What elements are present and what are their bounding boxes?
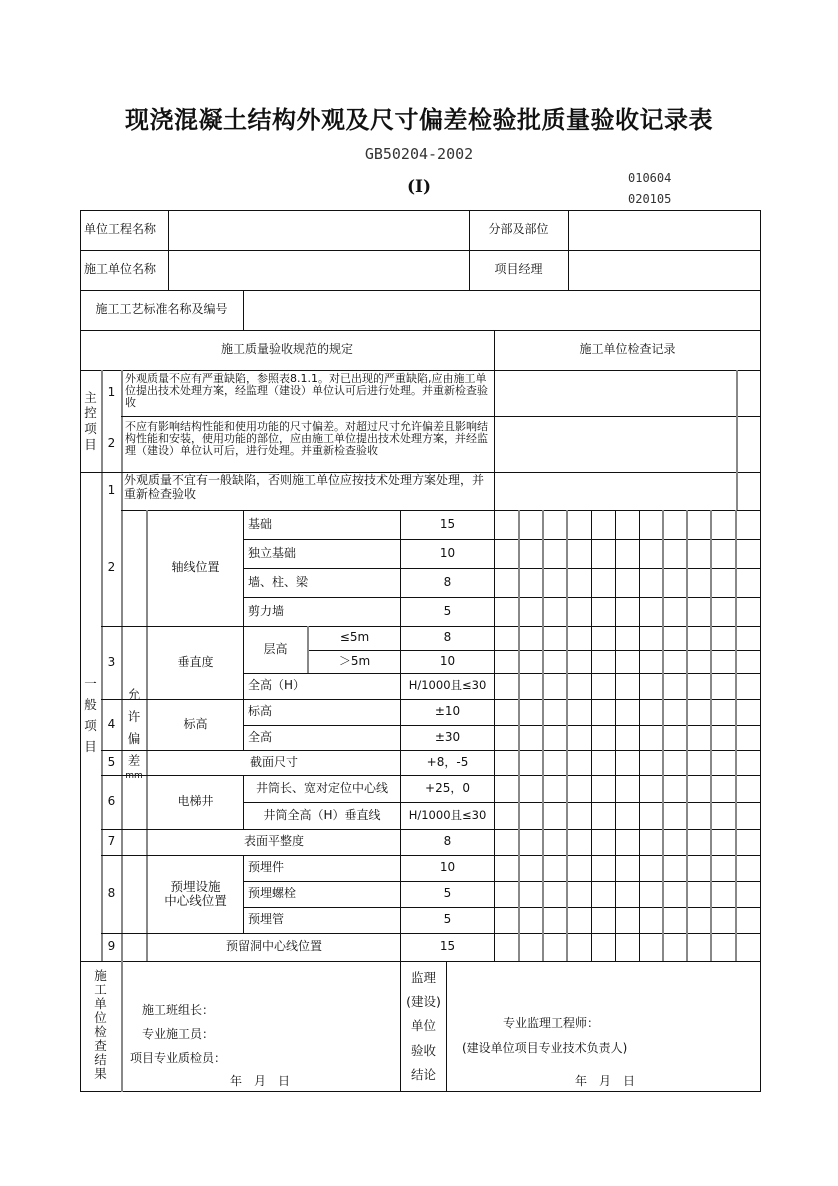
main-item-2-no: 2 — [107, 436, 116, 451]
shaft-total-height: 井筒全高（H）垂直线 — [263, 807, 381, 822]
quality-inspector-label: 项目专业质检员： — [130, 1051, 227, 1066]
shaft-total-height-value: H/1000且≤30 — [408, 807, 487, 822]
division-field[interactable] — [569, 210, 760, 250]
project-manager-field[interactable] — [569, 250, 760, 290]
general-item-1-no: 1 — [107, 483, 116, 498]
axis-wall-column-beam: 墙、柱、梁 — [248, 574, 309, 589]
row-9-no: 9 — [107, 939, 116, 954]
embedded-bolt-value: 5 — [443, 886, 452, 901]
embedded-pipe: 预埋管 — [248, 912, 285, 927]
axis-shear-wall-value: 5 — [443, 603, 452, 618]
verticality-label: 垂直度 — [177, 654, 214, 669]
elevation-label: 标高 — [183, 716, 208, 731]
axis-position-label: 轴线位置 — [171, 560, 220, 575]
supervision-date: 年 月 日 — [574, 1074, 635, 1089]
full-height-value: ±30 — [434, 729, 461, 744]
total-height-label: 全高（H） — [248, 678, 306, 693]
row-5-no: 5 — [107, 754, 116, 769]
contractor-date: 年 月 日 — [229, 1074, 290, 1089]
floor-height-gt5m: ＞5m — [338, 653, 371, 668]
axis-shear-wall: 剪力墙 — [248, 603, 285, 618]
embedded-part: 预埋件 — [248, 860, 285, 875]
shaft-length-width-value: +25，0 — [425, 780, 470, 795]
row-3-no: 3 — [107, 654, 116, 669]
row-6-no: 6 — [107, 794, 116, 809]
embedded-part-value: 10 — [439, 860, 456, 875]
axis-foundation: 基础 — [248, 516, 273, 531]
spec-header: 施工质量验收规范的规定 — [220, 342, 353, 357]
main-item-1-no: 1 — [107, 385, 116, 400]
embedded-centerline-label: 预埋设施 中心线位置 — [164, 879, 227, 908]
general-label: 一 般 项 目 — [84, 675, 97, 755]
main-control-label: 主 控 项 目 — [84, 389, 97, 452]
process-standard-field[interactable] — [244, 290, 760, 330]
general-item-1-text: 外观质量不宜有一般缺陷，否则施工单位应按技术处理方案处理，并重新检查验收 — [124, 473, 485, 501]
project-manager-label: 项目经理 — [494, 262, 543, 277]
floor-height-gt5m-value: 10 — [439, 653, 456, 668]
axis-isolated-foundation: 独立基础 — [248, 545, 297, 560]
surface-flatness-value: 8 — [443, 834, 452, 849]
section-size-label: 截面尺寸 — [249, 754, 298, 769]
elevation-item: 标高 — [248, 704, 273, 719]
division-label: 分部及部位 — [488, 222, 549, 237]
supervisor-engineer-label: 专业监理工程师： — [503, 1016, 600, 1031]
standard-code: GB50204-2002 — [364, 145, 474, 163]
owner-representative-label: (建设单位项目专业技术负责人) — [462, 1041, 628, 1056]
elevation-value: ±10 — [434, 704, 461, 719]
floor-height-label: 层高 — [263, 641, 288, 656]
elevator-shaft-label: 电梯井 — [177, 794, 214, 809]
row-7-no: 7 — [107, 834, 116, 849]
axis-foundation-value: 15 — [439, 516, 456, 531]
reserved-hole-label: 预留洞中心线位置 — [225, 939, 322, 954]
main-item-1-text: 外观质量不应有严重缺陷，参照表8.1.1。对已出现的严重缺陷,应由施工单位提出技术处理方案，经监理（建设）单位认可后进行处理。并重新检查验收 — [125, 372, 488, 410]
full-height-item: 全高 — [248, 729, 273, 744]
row-4-no: 4 — [107, 716, 116, 731]
form-code-1: 010604 — [628, 171, 672, 185]
shaft-length-width: 井筒长、宽对定位中心线 — [255, 780, 388, 795]
axis-isolated-foundation-value: 10 — [439, 545, 456, 560]
axis-wall-column-beam-value: 8 — [443, 574, 452, 589]
floor-height-le5m: ≤5m — [339, 630, 370, 645]
allowable-deviation-label: 允 许 偏 差 mm — [125, 687, 143, 781]
form-code-2: 020105 — [628, 192, 672, 206]
page-title: 现浇混凝土结构外观及尺寸偏差检验批质量验收记录表 — [125, 105, 713, 134]
record-header: 施工单位检查记录 — [579, 342, 676, 357]
supervision-label: 监理 (建设) 单位 验收 结论 — [406, 969, 441, 1083]
row-8-no: 8 — [107, 886, 116, 901]
team-leader-label: 施工班组长： — [142, 1003, 215, 1018]
construction-officer-label: 专业施工员： — [142, 1027, 215, 1042]
contractor-result-label: 施 工 单 位 检 查 结 果 — [94, 968, 107, 1081]
part-label: (I) — [406, 177, 432, 197]
process-standard-label: 施工工艺标准名称及编号 — [95, 302, 228, 317]
reserved-hole-value: 15 — [439, 939, 456, 954]
unit-project-field[interactable] — [169, 210, 469, 250]
section-size-value: +8，-5 — [426, 754, 469, 769]
total-height-value: H/1000且≤30 — [408, 678, 487, 693]
contractor-field[interactable] — [169, 250, 469, 290]
main-item-2-text: 不应有影响结构性能和使用功能的尺寸偏差。对超过尺寸允许偏差且影响结构性能和安装，使用功能的部位，应由施工单位提出技术处理方案，并经监理（建设）单位认可后，进行处理。并重新检查验收 — [125, 420, 488, 458]
contractor-label: 施工单位名称 — [84, 262, 157, 277]
floor-height-le5m-value: 8 — [443, 630, 452, 645]
unit-project-label: 单位工程名称 — [84, 222, 157, 237]
row-2-no: 2 — [107, 560, 116, 575]
surface-flatness-label: 表面平整度 — [243, 834, 304, 849]
embedded-pipe-value: 5 — [443, 912, 452, 927]
embedded-bolt: 预埋螺栓 — [248, 886, 297, 901]
